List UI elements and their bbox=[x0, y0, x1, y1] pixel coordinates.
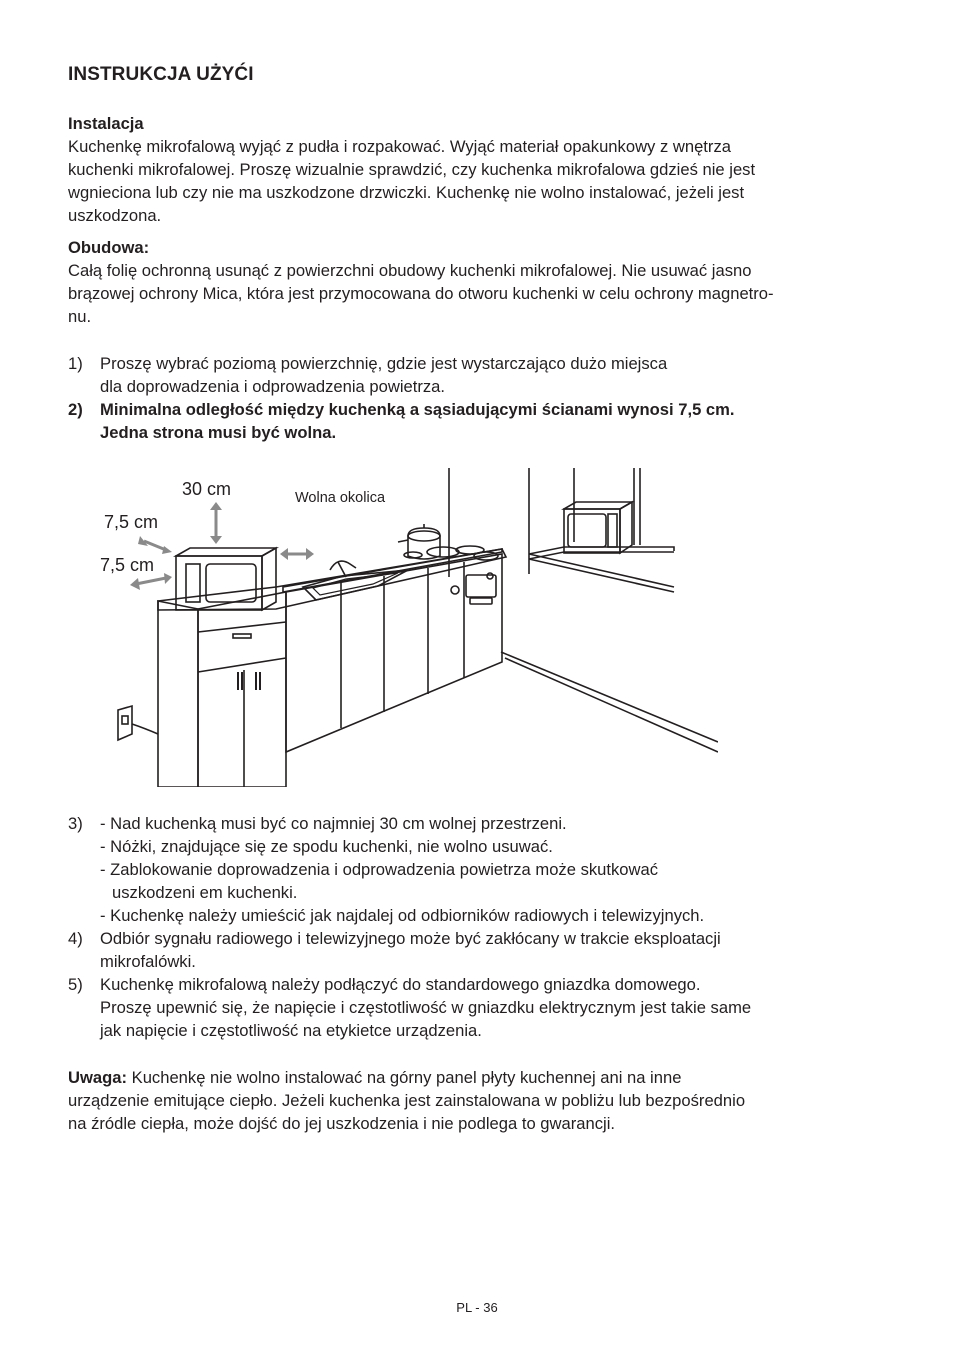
list-item bbox=[68, 812, 898, 927]
housing-line: nu. bbox=[68, 307, 92, 326]
list-line: - Zablokowanie doprowadzenia i odprowadzenia powietrza może skutkować bbox=[100, 860, 659, 879]
list-line: - Nad kuchenką musi być co najmniej 30 cm wolnej przestrzeni. bbox=[100, 814, 567, 833]
page-title: INSTRUKCJA UŻYĆI bbox=[68, 64, 254, 85]
list-line: Odbiór sygnału radiowego i telewizyjnego może być zakłócany w trakcie eksploatacji bbox=[100, 929, 721, 948]
list-line: dla doprowadzenia i odprowadzenia powietrza. bbox=[100, 377, 446, 396]
list-item bbox=[68, 352, 898, 398]
list-number: 2) bbox=[68, 400, 83, 419]
kitchen-illustration bbox=[98, 462, 718, 787]
list-number: 4) bbox=[68, 929, 83, 948]
note-text: Kuchenkę nie wolno instalować na górny panel płyty kuchennej ani na inne bbox=[127, 1068, 682, 1087]
steps-bottom bbox=[68, 812, 898, 1042]
list-item bbox=[68, 973, 898, 1042]
list-line: Minimalna odległość między kuchenką a sąsiadującymi ścianami wynosi 7,5 cm. bbox=[100, 400, 735, 419]
housing-line: brązowej ochrony Mica, która jest przymocowana do otworu kuchenki w celu ochrony magnetro- bbox=[68, 284, 774, 303]
list-line: Proszę upewnić się, że napięcie i częstotliwość w gniazdku elektrycznym jest takie same bbox=[100, 998, 752, 1017]
list-line: Proszę wybrać poziomą powierzchnię, gdzie jest wystarczająco dużo miejsca bbox=[100, 354, 668, 373]
note-section bbox=[68, 1066, 898, 1135]
installation-line: wgnieciona lub czy nie ma uszkodzone drzwiczki. Kuchenkę nie wolno instalować, jeżeli jest bbox=[68, 183, 745, 202]
list-line: jak napięcie i częstotliwość na etykietce urządzenia. bbox=[100, 1021, 482, 1040]
label-7-5cm-side: 7,5 cm bbox=[100, 555, 155, 575]
microwave-icon bbox=[176, 548, 276, 610]
list-number: 3) bbox=[68, 814, 83, 833]
socket-icon bbox=[118, 706, 158, 740]
list-number: 5) bbox=[68, 975, 83, 994]
note-label: Uwaga: bbox=[68, 1068, 128, 1087]
installation-heading: Instalacja bbox=[68, 114, 144, 133]
list-item bbox=[68, 398, 898, 444]
housing-heading: Obudowa: bbox=[68, 238, 150, 257]
label-30cm: 30 cm bbox=[182, 479, 232, 499]
list-line: Kuchenkę mikrofalową należy podłączyć do standardowego gniazdka domowego. bbox=[100, 975, 701, 994]
list-line: uszkodzeni em kuchenki. bbox=[112, 883, 298, 902]
list-line: - Nóżki, znajdujące się ze spodu kuchenki, nie wolno usuwać. bbox=[100, 837, 553, 856]
list-line: mikrofalówki. bbox=[100, 952, 196, 971]
installation-line: uszkodzona. bbox=[68, 206, 162, 225]
list-number: 1) bbox=[68, 354, 83, 373]
label-7-5cm-back: 7,5 cm bbox=[104, 512, 159, 532]
label-free-area: Wolna okolica bbox=[295, 490, 386, 506]
housing-line: Całą folię ochronną usunąć z powierzchni obudowy kuchenki mikrofalowej. Nie usuwać jasno bbox=[68, 261, 752, 280]
list-line: - Kuchenkę należy umieścić jak najdalej od odbiorników radiowych i telewizyjnych. bbox=[100, 906, 705, 925]
list-line: Jedna strona musi być wolna. bbox=[100, 423, 337, 442]
installation-line: kuchenki mikrofalowej. Proszę wizualnie sprawdzić, czy kuchenka mikrofalowa gdzieś nie jest bbox=[68, 160, 756, 179]
housing-section bbox=[68, 236, 898, 328]
note-text: urządzenie emitujące ciepło. Jeżeli kuchenka jest zainstalowana w pobliżu lub bezpośrednio bbox=[68, 1091, 746, 1110]
oven-icon bbox=[451, 573, 496, 604]
installation-line: Kuchenkę mikrofalową wyjąć z pudła i rozpakować. Wyjąć materiał opakunkowy z wnętrza bbox=[68, 137, 731, 156]
list-item bbox=[68, 927, 898, 973]
page-number: PL - 36 bbox=[456, 1300, 498, 1315]
steps-top bbox=[68, 352, 898, 444]
note-text: na źródle ciepła, może dojść do jej uszkodzenia i nie podlega to gwarancji. bbox=[68, 1114, 615, 1133]
installation-section bbox=[68, 112, 898, 227]
